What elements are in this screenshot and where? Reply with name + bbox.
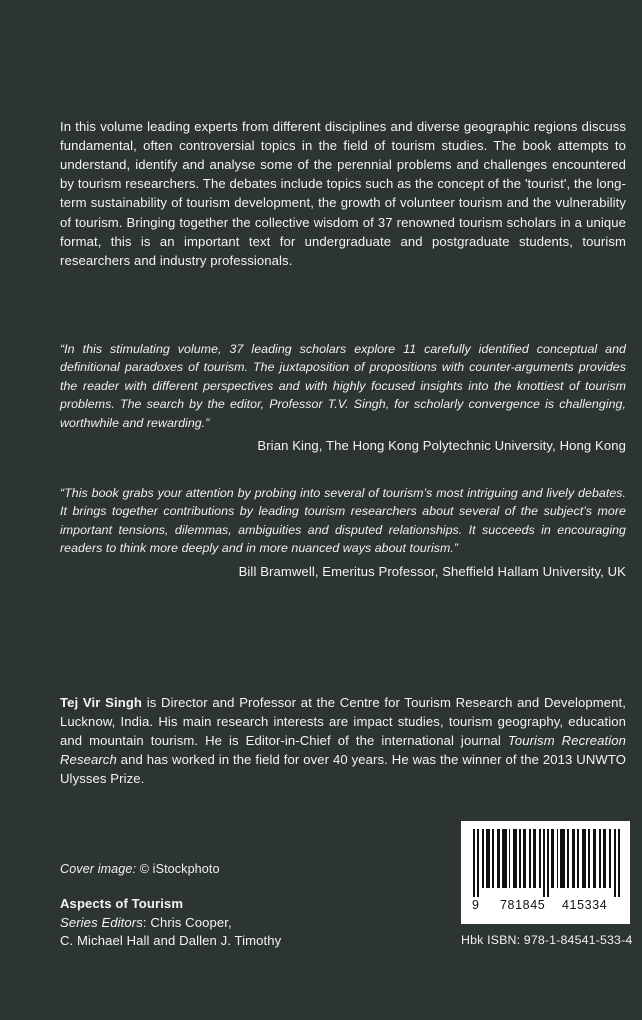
- isbn-barcode: [461, 821, 630, 924]
- barcode-bars: [473, 829, 620, 897]
- series-title: Aspects of Tourism: [60, 896, 184, 911]
- author-name: Tej Vir Singh: [60, 695, 143, 711]
- barcode-digit-group-0: 9: [472, 898, 480, 912]
- barcode-digit-group-1: 781845: [500, 898, 546, 912]
- series-info: [60, 895, 281, 951]
- author-biography: [60, 693, 626, 788]
- barcode-digits: [467, 897, 624, 913]
- review-quote-1: [60, 340, 626, 455]
- review-quote-1-text: “In this stimulating volume, 37 leading scholars explore 11 carefully identified conceptual and definitional paradoxes of tourism. The juxtaposition of propositions with counter-arguments provides the reader with different perspectives and with highly focused insights into the knottiest of tourism problems. The search by the editor, Professor T.V. Singh, for scholarly convergence is challenging, worthwhile and rewarding.”: [60, 342, 626, 430]
- cover-image-credit: [60, 861, 220, 878]
- cover-image-credit-label: Cover image:: [60, 862, 137, 876]
- cover-image-credit-value: © iStockphoto: [136, 862, 220, 876]
- series-editors-label: Series Editors: [60, 914, 143, 930]
- review-quote-2-attribution: Bill Bramwell, Emeritus Professor, Sheffield Hallam University, UK: [238, 563, 626, 579]
- review-quote-2-text: “This book grabs your attention by probing into several of tourism’s most intriguing and lively debates. It brings together contributions by leading tourism researchers about several of the subject’s more important tensions, dilemmas, ambiguities and disputed relationships. It succeeds in encouraging readers to think more deeply and in more nuanced ways about tourism.”: [60, 486, 626, 556]
- series-editors-names-1: : Chris Cooper,: [142, 914, 232, 930]
- barcode-digit-group-2: 415334: [562, 898, 608, 912]
- book-description-blurb: In this volume leading experts from different disciplines and diverse geographic regions discuss fundamental, often controversial topics in the field of tourism studies. The book attempts to understand, identify and analyse some of the perennial problems and challenges encountered by tourism researchers. The debates include topics such as the concept of the 'tourist', the long-term sustainability of tourism development, the growth of volunteer tourism and the vulnerability of tourism. Bringing together the collective wisdom of 37 renowned tourism scholars in a unique format, this is an important text for undergraduate and postgraduate students, tourism researchers and industry professionals.: [60, 119, 626, 268]
- review-quote-1-attribution: Brian King, The Hong Kong Polytechnic University, Hong Kong: [257, 438, 626, 454]
- author-bio-part-2: and has worked in the field for over 40 years. He was the winner of the 2013 UNWTO Ulysses Prize.: [60, 752, 626, 787]
- series-editors-line-2: C. Michael Hall and Dallen J. Timothy: [60, 933, 282, 949]
- series-editors-line-1: [60, 914, 281, 933]
- review-quote-2: [60, 484, 626, 581]
- journal-title: Tourism Recreation Research: [60, 733, 626, 768]
- author-bio-part-1: is Director and Professor at the Centre for Tourism Research and Development, Lucknow, India. His main research interests are impact studies, tourism geography, education and mountain tourism. He is Editor-in-Chief of the international journal: [60, 695, 626, 749]
- isbn-text: Hbk ISBN: 978-1-84541-533-4: [461, 933, 633, 947]
